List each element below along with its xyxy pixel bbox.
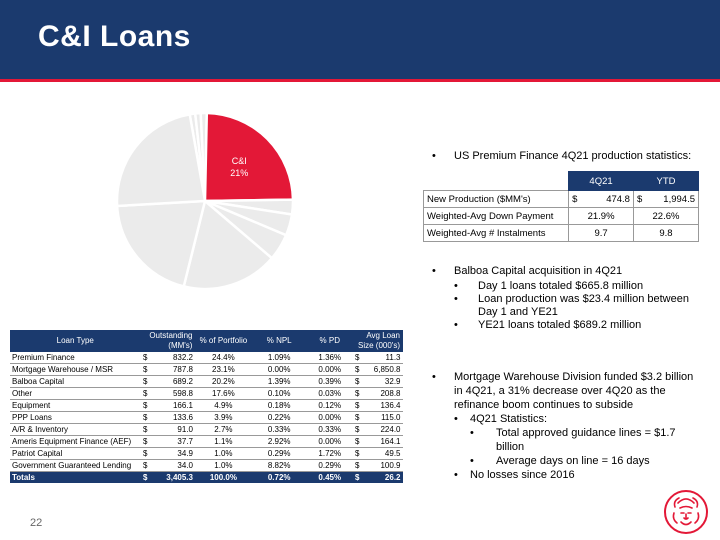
cell-npl: 0.18% [252,400,307,412]
cell-portfolio: 2.7% [195,424,252,436]
table-row [10,436,403,448]
mw-main-text: in 4Q21, a 31% decrease over 4Q20 as the [454,385,666,397]
col-header-npl: % NPL [252,330,307,352]
portfolio-pie-chart [110,106,300,296]
mw-main-text: Mortgage Warehouse Division funded $3.2 billion [454,371,694,383]
mw-stat-text: Total approved guidance lines = $1.7 [496,427,676,439]
balboa-sub-text: Loan production was $23.4 million between [478,293,689,305]
cell-avg-loan-size [353,400,403,412]
cell-avg-loan-size [353,376,403,388]
cell-loan-type: Other [10,388,141,400]
list-item [432,398,702,412]
table-row [10,364,403,376]
balboa-sub-text: YE21 loans totaled $689.2 million [478,319,642,331]
mortgage-warehouse-bullets [432,370,702,482]
cell-loan-type: A/R & Inventory [10,424,141,436]
cell-value: 91.0 [177,425,193,434]
page-number: 22 [30,517,43,529]
cell-outstanding [141,448,195,460]
currency-symbol: $ [143,449,148,458]
cell-npl: 0.29% [252,448,307,460]
cell-outstanding [141,460,195,472]
cell-pd: 0.12% [307,400,353,412]
table-row [10,376,403,388]
cell-avg-loan-size [353,388,403,400]
currency-symbol: $ [143,461,148,470]
cell-avg-loan-size [353,472,403,484]
lion-logo-icon [663,489,709,535]
cell-pd: 1.36% [307,352,353,364]
col-header-loan-type: Loan Type [10,330,141,352]
currency-symbol: $ [143,401,148,410]
currency-symbol: $ [354,473,360,482]
mw-stat-text: Average days on line = 16 days [496,455,650,467]
cell-value: 598.8 [172,389,193,398]
cell-loan-type: Patriot Capital [10,448,141,460]
currency-symbol: $ [143,437,148,446]
stats-cell-4q21: 9.7 [569,225,634,242]
list-item: • Mortgage Warehouse Division funded $3.2 billion [432,371,694,383]
cell-npl: 2.92% [252,436,307,448]
cell-npl: 0.22% [252,412,307,424]
cell-portfolio: 1.1% [195,436,252,448]
table-row [10,388,403,400]
mw-no-losses: No losses since 2016 [470,469,575,481]
currency-symbol: $ [354,437,360,446]
cell-portfolio: 4.9% [195,400,252,412]
table-row [10,400,403,412]
table-row [10,412,403,424]
cell-value: 37.7 [177,437,193,446]
loan-type-table [10,330,403,483]
cell-portfolio: 17.6% [195,388,252,400]
premium-finance-bullet: • US Premium Finance 4Q21 production statistics: [432,150,692,162]
cell-npl: 0.10% [252,388,307,400]
cell-portfolio: 1.0% [195,448,252,460]
premium-finance-bullet-text: US Premium Finance 4Q21 production statistics: [454,150,692,162]
table-row [424,208,699,225]
cell-pd: 0.00% [307,412,353,424]
stats-cell-ytd: 22.6% [633,208,698,225]
currency-symbol: $ [354,449,360,458]
list-item [432,305,702,318]
cell-value: 34.0 [177,461,193,470]
list-item: • Total approved guidance lines = $1.7 [470,427,676,439]
table-row [10,352,403,364]
cell-npl: 1.09% [252,352,307,364]
mw-main-text: refinance boom continues to subside [454,399,634,411]
cell-outstanding [141,376,195,388]
currency-symbol: $ [143,389,148,398]
currency-symbol: $ [354,389,360,398]
stats-cell-ytd: 9.8 [633,225,698,242]
cell-outstanding [141,472,195,484]
stats-cell-4q21: $ 474.8 [569,191,634,208]
cell-outstanding [141,388,195,400]
cell-loan-type: Totals [10,472,141,484]
balboa-sub-text: Day 1 and YE21 [478,306,558,318]
cell-avg-loan-size [353,412,403,424]
pie-slice [117,114,205,206]
stats-header-ytd: YTD [633,172,698,191]
cell-pd: 0.03% [307,388,353,400]
cell-portfolio: 20.2% [195,376,252,388]
cell-outstanding [141,424,195,436]
cell-value: 115.0 [381,413,401,422]
cell-outstanding [141,412,195,424]
cell-outstanding [141,352,195,364]
cell-npl: 0.72% [252,472,307,484]
col-header-pd: % PD [307,330,353,352]
stats-row-label: New Production ($MM's) [424,191,569,208]
page-title: C&I Loans [38,20,191,53]
cell-portfolio: 24.4% [195,352,252,364]
currency-symbol: $ [354,401,360,410]
production-stats-table [423,171,699,242]
table-row [10,460,403,472]
currency-symbol: $ [143,425,148,434]
cell-avg-loan-size [353,460,403,472]
cell-loan-type: Equipment [10,400,141,412]
cell-npl: 0.00% [252,364,307,376]
cell-portfolio: 1.0% [195,460,252,472]
list-item [432,384,702,398]
currency-symbol: $ [354,413,360,422]
stats-row-label: Weighted-Avg Down Payment [424,208,569,225]
cell-loan-type: Balboa Capital [10,376,141,388]
cell-portfolio: 3.9% [195,412,252,424]
cell-loan-type: PPP Loans [10,412,141,424]
pie-slice-highlight [205,113,293,201]
cell-avg-loan-size [353,352,403,364]
col-header-outstanding: Outstanding (MM's) [141,330,195,352]
mw-stats-title: 4Q21 Statistics: [470,413,548,425]
currency-symbol: $ [143,413,148,422]
header-bar [0,0,720,82]
header-accent-line [0,79,720,82]
stats-cell-ytd: $ 1,994.5 [633,191,698,208]
cell-value: 11.3 [385,353,401,362]
table-row [10,448,403,460]
currency-symbol: $ [354,425,360,434]
currency-symbol: $ [354,377,360,386]
cell-pd: 0.45% [307,472,353,484]
mw-stat-text: billion [496,441,525,453]
balboa-sub-text: Day 1 loans totaled $665.8 million [478,280,644,292]
balboa-main-text: Balboa Capital acquisition in 4Q21 [454,265,623,277]
cell-value: 32.9 [384,377,401,386]
pie-label-percent: 21% [230,167,249,178]
cell-loan-type: Mortgage Warehouse / MSR [10,364,141,376]
cell-npl: 1.39% [252,376,307,388]
stats-row-label: Weighted-Avg # Instalments [424,225,569,242]
cell-value: 224.0 [380,425,401,434]
list-item: • Balboa Capital acquisition in 4Q21 [432,265,623,277]
cell-outstanding [141,436,195,448]
currency-symbol: $ [143,473,148,482]
cell-portfolio: 100.0% [195,472,252,484]
cell-loan-type: Premium Finance [10,352,141,364]
cell-value: 166.1 [172,401,193,410]
stats-header-4q21: 4Q21 [569,172,634,191]
cell-portfolio: 23.1% [195,364,252,376]
cell-value: 136.4 [380,401,401,410]
pie-label-name: C&I [231,155,247,166]
balboa-bullets [432,264,702,331]
cell-pd: 0.00% [307,364,353,376]
cell-value: 100.9 [380,461,401,470]
cell-value: 49.5 [384,449,401,458]
currency-symbol: $ [354,353,360,362]
cell-value: 208.8 [380,389,401,398]
list-item: • Loan production was $23.4 million between [454,293,689,305]
table-row [10,424,403,436]
col-header-portfolio: % of Portfolio [195,330,252,352]
cell-pd: 0.33% [307,424,353,436]
cell-pd: 1.72% [307,448,353,460]
table-row [424,225,699,242]
cell-value: 34.9 [177,449,193,458]
col-header-avg-loan-size: Avg Loan Size (000's) [353,330,403,352]
currency-symbol: $ [354,461,360,470]
cell-pd: 0.00% [307,436,353,448]
list-item: • YE21 loans totaled $689.2 million [454,319,642,331]
cell-avg-loan-size [353,424,403,436]
cell-value: 26.2 [384,473,401,482]
totals-row [10,472,403,484]
currency-symbol: $ [354,365,360,374]
list-item: • 4Q21 Statistics: [454,413,548,425]
stats-header-empty [424,172,569,191]
list-item: • No losses since 2016 [454,469,575,481]
cell-loan-type: Government Guaranteed Lending [10,460,141,472]
list-item: • Day 1 loans totaled $665.8 million [454,280,644,292]
cell-value: 832.2 [172,353,193,362]
currency-symbol: $ [143,365,148,374]
cell-pd: 0.39% [307,376,353,388]
cell-npl: 8.82% [252,460,307,472]
table-row [424,191,699,208]
cell-outstanding [141,364,195,376]
stats-cell-4q21: 21.9% [569,208,634,225]
cell-avg-loan-size [353,364,403,376]
cell-avg-loan-size [353,436,403,448]
cell-value: 787.8 [172,365,193,374]
currency-symbol: $ [143,377,148,386]
cell-avg-loan-size [353,448,403,460]
list-item [432,440,702,454]
cell-value: 6,850.8 [373,365,401,374]
cell-loan-type: Ameris Equipment Finance (AEF) [10,436,141,448]
cell-value: 689.2 [172,377,193,386]
cell-outstanding [141,400,195,412]
cell-value: 3,405.3 [166,473,193,482]
cell-value: 164.1 [380,437,401,446]
cell-pd: 0.29% [307,460,353,472]
currency-symbol: $ [143,353,148,362]
cell-value: 133.6 [172,413,193,422]
cell-npl: 0.33% [252,424,307,436]
list-item: • Average days on line = 16 days [470,455,650,467]
